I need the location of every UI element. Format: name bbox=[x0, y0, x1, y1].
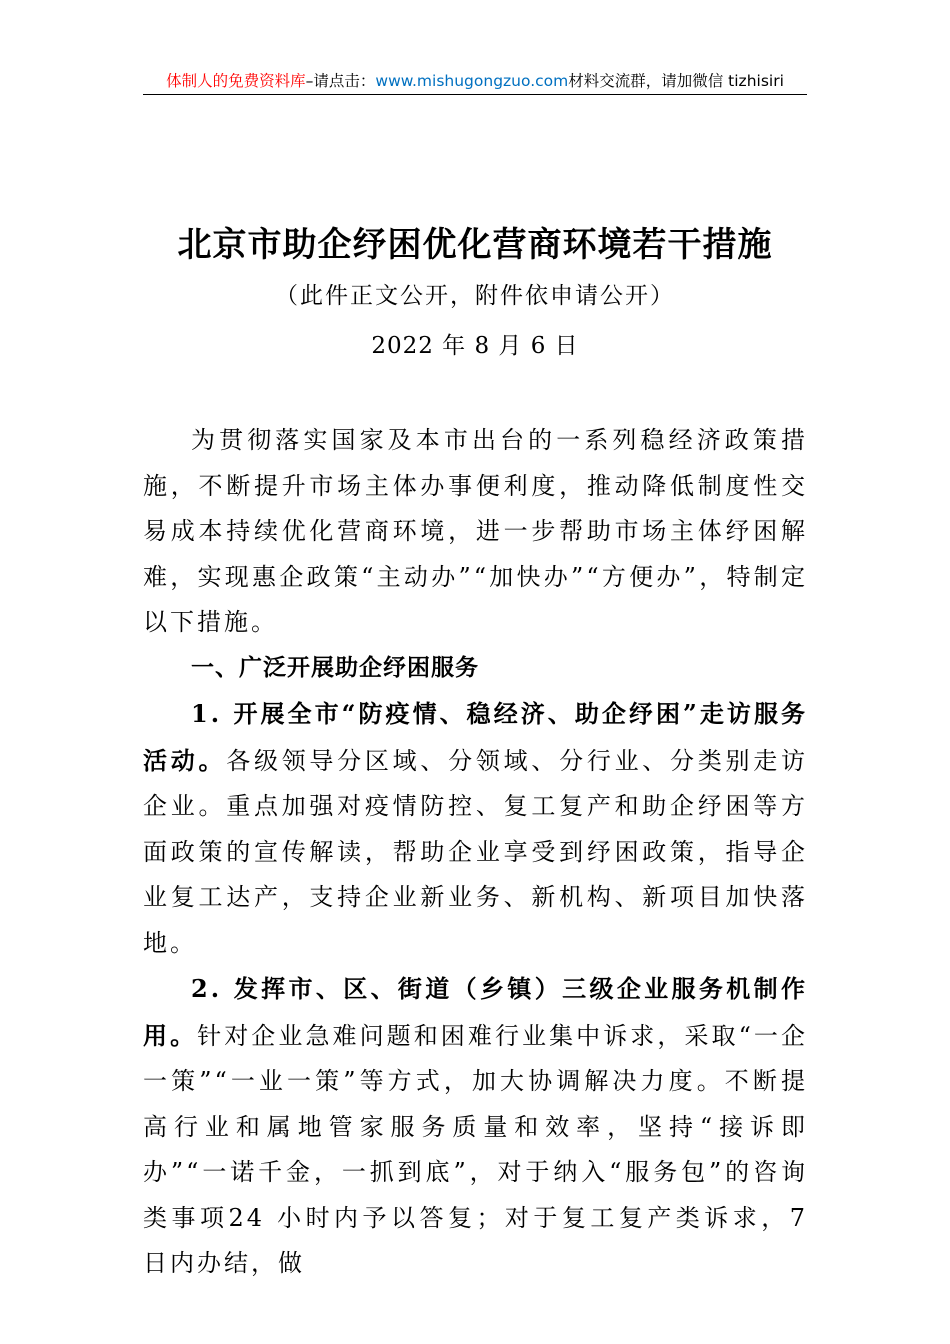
document-body bbox=[143, 418, 808, 1287]
header-brand: 体制人的免费资料库 bbox=[166, 72, 306, 90]
document-date: 2022 年 8 月 6 日 bbox=[371, 333, 579, 359]
section-heading: 一、广泛开展助企纾困服务 bbox=[191, 654, 479, 681]
header-prompt: –请点击： bbox=[305, 72, 376, 90]
document-subtitle: （此件正文公开，附件依申请公开） bbox=[275, 283, 675, 309]
measure-item-1-lead: 1. 开展全市“防疫情、稳经济、助企纾困”走访服务活动。 bbox=[143, 699, 808, 775]
header-tail: 材料交流群，请加微信 tizhisiri bbox=[568, 72, 784, 90]
header-url-link[interactable]: www.mishugongzuo.com bbox=[375, 72, 569, 90]
measure-item-2-lead: 2. 发挥市、区、街道（乡镇）三级企业服务机制作用。 bbox=[143, 974, 808, 1050]
page-header bbox=[143, 68, 807, 95]
intro-paragraph: 为贯彻落实国家及本市出台的一系列稳经济政策措施，不断提升市场主体办事便利度，推动降低制度性交易成本持续优化营商环境，进一步帮助市场主体纾困解难，实现惠企政策“主动办”“加快办”“方便办”，特制定以下措施。 bbox=[143, 426, 808, 636]
measure-item-2 bbox=[143, 966, 808, 1287]
measure-item-1-text: 各级领导分区域、分领域、分行业、分类别走访企业。重点加强对疫情防控、复工复产和助企纾困等方面政策的宣传解读，帮助企业享受到纾困政策，指导企业复工达产，支持企业新业务、新机构、新项目加快落地。 bbox=[143, 746, 808, 957]
measure-item-2-text: 针对企业急难问题和困难行业集中诉求，采取“一企一策”“一业一策”等方式，加大协调解决力度。不断提高行业和属地管家服务质量和效率，坚持“接诉即办”“一诺千金，一抓到底”，对于纳入“服务包”的咨询类事项24 小时内予以答复；对于复工复产类诉求，7 日内办结，做 bbox=[143, 1021, 808, 1277]
measure-item-1 bbox=[143, 691, 808, 966]
document-title: 北京市助企纾困优化营商环境若干措施 bbox=[177, 225, 773, 265]
